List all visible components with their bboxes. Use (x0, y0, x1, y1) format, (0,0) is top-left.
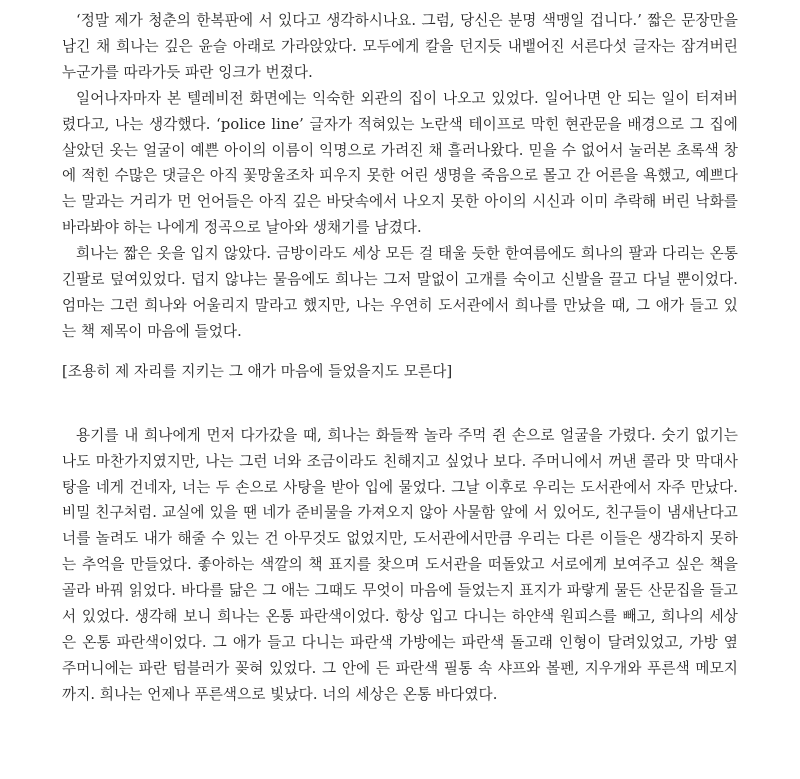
document-page (62, 8, 738, 708)
paragraph-suicide-note: ‘정말 제가 청춘의 한복판에 서 있다고 생각하시나요. 그럼, 당신은 분명 색맹일 겁니다.’ 짧은 문장만을 남긴 채 희나는 깊은 윤슬 아래로 가라앉았다. 모두에게 칼을 던지듯 내뱉어진 서른다섯 글자는 잠겨버린 누군가를 따라가듯 파란 잉크가 번졌다. (62, 12, 738, 81)
section-spacer (62, 385, 738, 423)
section-heading: [조용히 제 자리를 지키는 그 애가 마음에 들었을지도 모른다] (62, 362, 453, 380)
paragraph-library-memories: 용기를 내 희나에게 먼저 다가갔을 때, 희나는 화들짝 놀라 주먹 쥔 손으로 얼굴을 가렸다. 숫기 없기는 나도 마찬가지였지만, 나는 그런 너와 조금이라도 친해지고 싶었나 보다. 주머니에서 꺼낸 콜라 맛 막대사탕을 네게 건네자, 너는 두 손으로 사탕을 받아 입에 물었다. 그날 이후로 우리는 도서관에서 자주 만났다. 비밀 친구처럼. 교실에 있을 땐 네가 준비물을 가져오지 않아 사물함 앞에 서 있어도, 친구들이 냄새난다고 너를 놀려도 내가 해줄 수 있는 건 아무것도 없었지만, 도서관에서만큼 우리는 다른 이들은 생각하지 못하는 추억을 만들었다. 좋아하는 색깔의 책 표지를 찾으며 도서관을 떠돌았고 서로에게 보여주고 싶은 책을 골라 바꿔 읽었다. 바다를 닮은 그 애는 그때도 무엇이 마음에 들었는지 표지가 파랗게 물든 산문집을 들고 서 있었다. 생각해 보니 희나는 온통 파란색이었다. 항상 입고 다니는 하얀색 원피스를 빼고, 희나의 세상은 온통 파란색이었다. 그 애가 들고 다니는 파란색 가방에는 파란색 돌고래 인형이 달려있었고, 가방 옆 주머니에는 파란 텀블러가 꽂혀 있었다. 그 안에 든 파란색 필통 속 샤프와 볼펜, 지우개와 푸른색 메모지까지. 희나는 언제나 푸른색으로 빛났다. 너의 세상은 온통 바다였다. (62, 426, 738, 703)
paragraph-long-sleeves: 희나는 짧은 옷을 입지 않았다. 금방이라도 세상 모든 걸 태울 듯한 한여름에도 희나의 팔과 다리는 온통 긴팔로 덮여있었다. 덥지 않냐는 물음에도 희나는 그저 말없이 고개를 숙이고 신발을 끌고 다닐 뿐이었다. 엄마는 그런 희나와 어울리지 말라고 했지만, 나는 우연히 도서관에서 희나를 만났을 때, 그 애가 들고 있는 책 제목이 마음에 들었다. (62, 245, 738, 340)
paragraph-news-report: 일어나자마자 본 텔레비전 화면에는 익숙한 외관의 집이 나오고 있었다. 일어나면 안 되는 일이 터져버렸다고, 나는 생각했다. ‘police line’ 글자가 적혀있는 노란색 테이프로 막힌 현관문을 배경으로 그 집에 살았던 옷는 얼굴이 예쁜 아이의 이름이 익명으로 가려진 채 흘러나왔다. 믿을 수 없어서 눌러본 초록색 창에 적힌 수많은 댓글은 아직 꽃망울조차 피우지 못한 어린 생명을 죽음으로 몰고 간 어른을 욕했고, 예쁘다는 말과는 거리가 먼 언어들은 아직 깊은 바닷속에서 나오지 못한 아이의 시신과 이미 추락해 버린 낙화를 바라봐야 하는 나에게 정곡으로 날아와 생채기를 남겼다. (62, 89, 738, 237)
